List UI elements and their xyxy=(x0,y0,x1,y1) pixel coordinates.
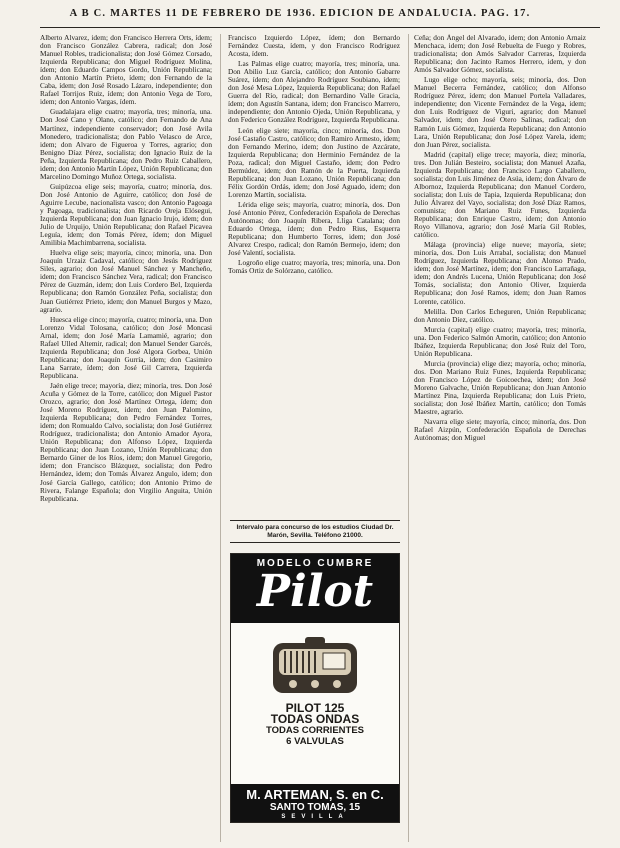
article-column-2 xyxy=(228,34,400,502)
column-divider xyxy=(220,34,221,842)
header-rule xyxy=(40,27,600,28)
column-divider xyxy=(408,34,409,842)
article-paragraph: Huelva elige seis; mayoría, cinco; minoría, una. Don Joaquín Urzaiz Cadaval, católico; don Jesús Rodríguez Siles, agrario; don José Manuel Sánchez y Mancheño, idem; don Francisco Sánchez Vera, radical; don Francisco Pérez de Guzmán, idem; don Luis Cordero Bel, Izquierda Republicana; don Ramón González Peña, socialista; don Juan Gutiérrez Prieto, idem; don Manuel Burgos y Mazo, agrario. xyxy=(40,248,212,314)
ad-spec-line: TODAS CORRIENTES xyxy=(265,725,364,736)
article-paragraph: Murcia (provincia) elige diez; mayoría, ocho; minoría, dos. Don Mariano Ruiz Funes, Izquierda Republicana; don Francisco López de Goicoechea, idem; don José Moreno Galvache, Unión Republicana; don Juan Antonio Martínez Pina, Izquierda Republicana; don Luis Prieto, socialista; don José Ibáñez Martín, católico; don Tomás Maestre, agrario. xyxy=(414,358,586,417)
radio-illustration xyxy=(269,633,361,697)
ad-brand-name: Pilot xyxy=(256,566,374,617)
article-paragraph: Madrid (capital) elige trece; mayoría, diez; minoría, tres. Don Julián Besteiro, socialista; don Manuel Azaña, Izquierda Republicana; don Francisco Largo Caballero, socialista; don Luis Jiménez de Asúa, idem; don Álvaro de Albornoz, Izquierda Republicana; don Manuel Cordero, socialista; don Luis de Tapia, Izquierda Republicana; don Julio Álvarez del Vayo, socialista; don José Díaz Ramos, comunista; don Mariano Ruiz Funes, Izquierda Republicana; don Enrique Castro, idem; don Antonio Royo Villanova, agrario; don José María Gil Robles, católico. xyxy=(414,149,586,240)
article-paragraph: Jaén elige trece; mayoría, diez; minoría, tres. Don José Acuña y Gómez de la Torre, católico; don Miguel Pastor Orozco, agrario; don José Martínez Ortega, ídem; don José Moreno Rodríguez, idem; don Juan Palomino, Izquierda Republicana; don Pedro Fernández Torres, idem; don Romualdo Calvo, socialista; don José Gutiérrez Rodríguez, tradicionalista; don Antonio Amador Ayora, Unión Republicana; don Alfonso López, Izquierda Republicana; don Juan Lozano, Unión Republicana; don Bernardo Giner de los Ríos, idem; don Manuel Gregorio, idem; don Francisco Blázquez, socialista; don Pedro Hernández, idem; don Tomás Álvarez Angulo, idem; don José García Gallego, católico; don Antonio Primo de Rivera, Falange Española; don Virgilio Anguita, Unión Republicana. xyxy=(40,380,212,503)
ad-specs xyxy=(231,703,399,747)
ad-spec-line: 6 VALVULAS xyxy=(286,736,344,747)
article-paragraph: Navarra elige siete; mayoría, cinco; minoría, dos. Don Rafael Aizpún, Confederación Española de Derechas Autónomas; don Miguel xyxy=(414,417,586,443)
radio-icon xyxy=(269,633,361,697)
article-paragraph: Logroño elige cuatro; mayoría, tres; minoría, una. Don Tomás Ortiz de Solórzano, católico. xyxy=(228,258,400,276)
article-paragraph: Guipúzcoa elige seis; mayoría, cuatro; minoría, dos. Don José Antonio de Aguirre, católico; don José de Aguirre Lecube, nacionalista vasco; don Antonio Pagoaga y Pagoaga, tradicionalista; don Ricardo Oreja Elósegui, Izquierda Republicana; don Juan Ignacio Irujo, idem; don Julio de Urquijo, Unión Republicana; don Rafael Picavea Leguía, ídem; don Tomás Pérez, ídem; don Miguel Amilibia Machimbarrena, socialista. xyxy=(40,181,212,248)
pilot-radio-ad xyxy=(230,553,400,823)
article-column-3 xyxy=(414,34,586,834)
ad-model-number: PILOT 125 xyxy=(285,701,345,715)
article-paragraph: Melilla. Don Carlos Echeguren, Unión Republicana; don Antonio Díez, católico. xyxy=(414,306,586,324)
article-paragraph: Lugo elige ocho; mayoría, seis; minoría, dos. Don Manuel Becerra Fernández, católico; don Alfonso Rodríguez Pérez, ídem; don Manuel Portela Valladares, independiente; don Vicente Fernández de la Vega, idem; don Luis Rodríguez de Viguri, agrario; don Manuel Salvador, idem; don José Otero Salinas, radical; don Ramón Luis Gómez, Izquierda Republicana; don Antonio Lara, Unión Republicana; don José López Varela, idem; don Juan Pérez, socialista. xyxy=(414,75,586,149)
article-column-1 xyxy=(40,34,212,834)
column-2-text xyxy=(228,34,400,502)
ad-header xyxy=(231,554,399,623)
article-paragraph: Alberto Alvarez, idem; don Francisco Herrera Orts, ídem; don Francisco González Cabrera, radical; don José Manuel Robles, tradicionalista; don José Gómez Corsado, Izquierda Republicana; don Miguel Rodríguez Molina, ídem; don Eduardo Campos Gordo, Unión Republicana; don Antonio Martín Prieto, ídem; don Fernando de la Caba, ídem; don José Rosado Lázaro, independiente; don Rafael Torrijos Ruiz, ídem; don Antonio Vega de Toro, idem; don Antonio Vargas, ídem. xyxy=(40,34,212,107)
article-paragraph: Lérida elige seis; mayoría, cuatro; minoría, dos. Don José Antonio Pérez, Confederación Española de Derechas Autónomas; don Joaquín Ribera, Lliga Catalana; don Eduardo Ortega, ídem; don Pedro Rius, Esquerra Republicana; don Humberto Torres, idem; don José Alvarez Crespo, radical; don Ramón Bermejo, idem; don José Valentí, socialista. xyxy=(228,199,400,258)
ad-model-label: MODELO CUMBRE xyxy=(256,558,374,569)
page-header xyxy=(40,8,600,26)
article-paragraph: Murcia (capital) elige cuatro; mayoría, tres; minoría, una. Don Federico Salmón Amorín, católico; don Antonio Ibáñez, Izquierda Republicana; don José Ruiz del Toro, Unión Republicana. xyxy=(414,324,586,358)
ad-dealer-address: SANTO TOMAS, 15 xyxy=(269,802,361,813)
article-paragraph: Huesca elige cinco; mayoría, cuatro; minoría, una. Don Lorenzo Vidal Tolosana, católico; don José Moncasi Arnal, idem; don José María Lamamié, agrario; don Rafael Ulled Altemir, radical; don Manuel Sender Garcés, Izquierda Republicana; don José Algora Gorbea, Unión Republicana; don Joaquín Gurría, idem; don Casimiro Lana Sarrate, ídem; don José Gil Carrera, Izquierda Republicana. xyxy=(40,314,212,380)
page-header-title: A B C. MARTES 11 DE FEBRERO DE 1936. EDICION DE ANDALUCIA. PAG. 17. xyxy=(69,8,531,19)
ad-dealer-name: M. ARTEMAN, S. en C. xyxy=(246,787,384,802)
article-paragraph: Guadalajara elige cuatro; mayoría, tres; minoría, una. Don José Cano y Olano, católico; don Fernando de Ana Martínez, independiente conservador; don José Avila Monedero, tradicionalista; don Pablo Velasco de Arce, idem; don Alvaro de Figueroa y Torres, agrario; don Benigno Díaz Pérez, socialista; don Ignacio Ruiz de la Peña, Izquierda Republicana; don Pedro Ruiz Caballero, idem; don Antonio Martín López, Unión Republicana; don Marcelino Domingo Muñoz Ortega, socialista. xyxy=(40,107,212,181)
article-paragraph: Francisco Izquierdo López, ídem; don Bernardo Fernández Cuesta, ídem, y don Francisco Rodríguez Acosta, ídem. xyxy=(228,34,400,59)
article-paragraph: Las Palmas elige cuatro; mayoría, tres; minoría, una. Don Abilio Luz García, católico; don Antonio Gabarre Suárez, ídem; don Alejandro Rodríguez Soubiano, ídem; don José Mesa López, Izquierda Republicana; don Rafael Guerra del Río, radical; don Bernardino Valle Gracia, ídem; don Agustín Santana, idem; don Francisco Marrero, independiente; don Antonio Ojeda, Unión Republicana, y don Federico González Rodríguez, Izquierda Republicana. xyxy=(228,59,400,125)
ad-dealer-city: SEVILLA xyxy=(281,814,349,820)
advertisement xyxy=(230,520,400,842)
article-paragraph: Málaga (provincia) elige nueve; mayoría, siete; minoría, dos. Don Luis Arrabal, socialista; don Manuel Rodríguez, Izquierda Republicana; don Alonso Prado, idem; don José Martínez, idem; don Francisco Larrañaga, idem; don Andrés Lucena, Unión Republicana; don José Tomás, socialista; don Antonio Oliver, Izquierda Republicana; don José Ramos, idem; don Juan Ramos Lorente, católico. xyxy=(414,240,586,306)
ad-spec-line: TODAS ONDAS xyxy=(270,712,360,726)
article-paragraph: Ceña; don Ángel del Alvarado, idem; don Antonio Arnaiz Menchaca, idem; don José Rebuelta de Fuego y Robres, tradicionalista; don Amós Salvador Carreras, Izquierda Republicana; don Jacinto Ramos Herrero, idem, y don Amós Salvador Gómez, socialista. xyxy=(414,34,586,75)
ad-dealer-block xyxy=(231,784,399,822)
article-paragraph: León elige siete; mayoría, cinco; minoría, dos. Don José Castaño Castro, católico; don Ramiro Armesto, idem; don Fernando Merino, idem; don Justino de Azcárate, Izquierda Republicana; don Herminio Fernández de la Poza, radical; don Miguel Castaño, idem; don Pedro Bermúdez, idem; don Ramón de la Puerta, Izquierda Republicana; don Juan Lozano, Unión Republicana; don Félix Gordón Ordás, idem; don José Aguado, idem; don Lorenzo Martín, socialista. xyxy=(228,125,400,199)
ad-notice: Intervalo para concurso de los estudios Ciudad Dr. Marón, Sevilla. Teléfono 21000. xyxy=(230,520,400,543)
